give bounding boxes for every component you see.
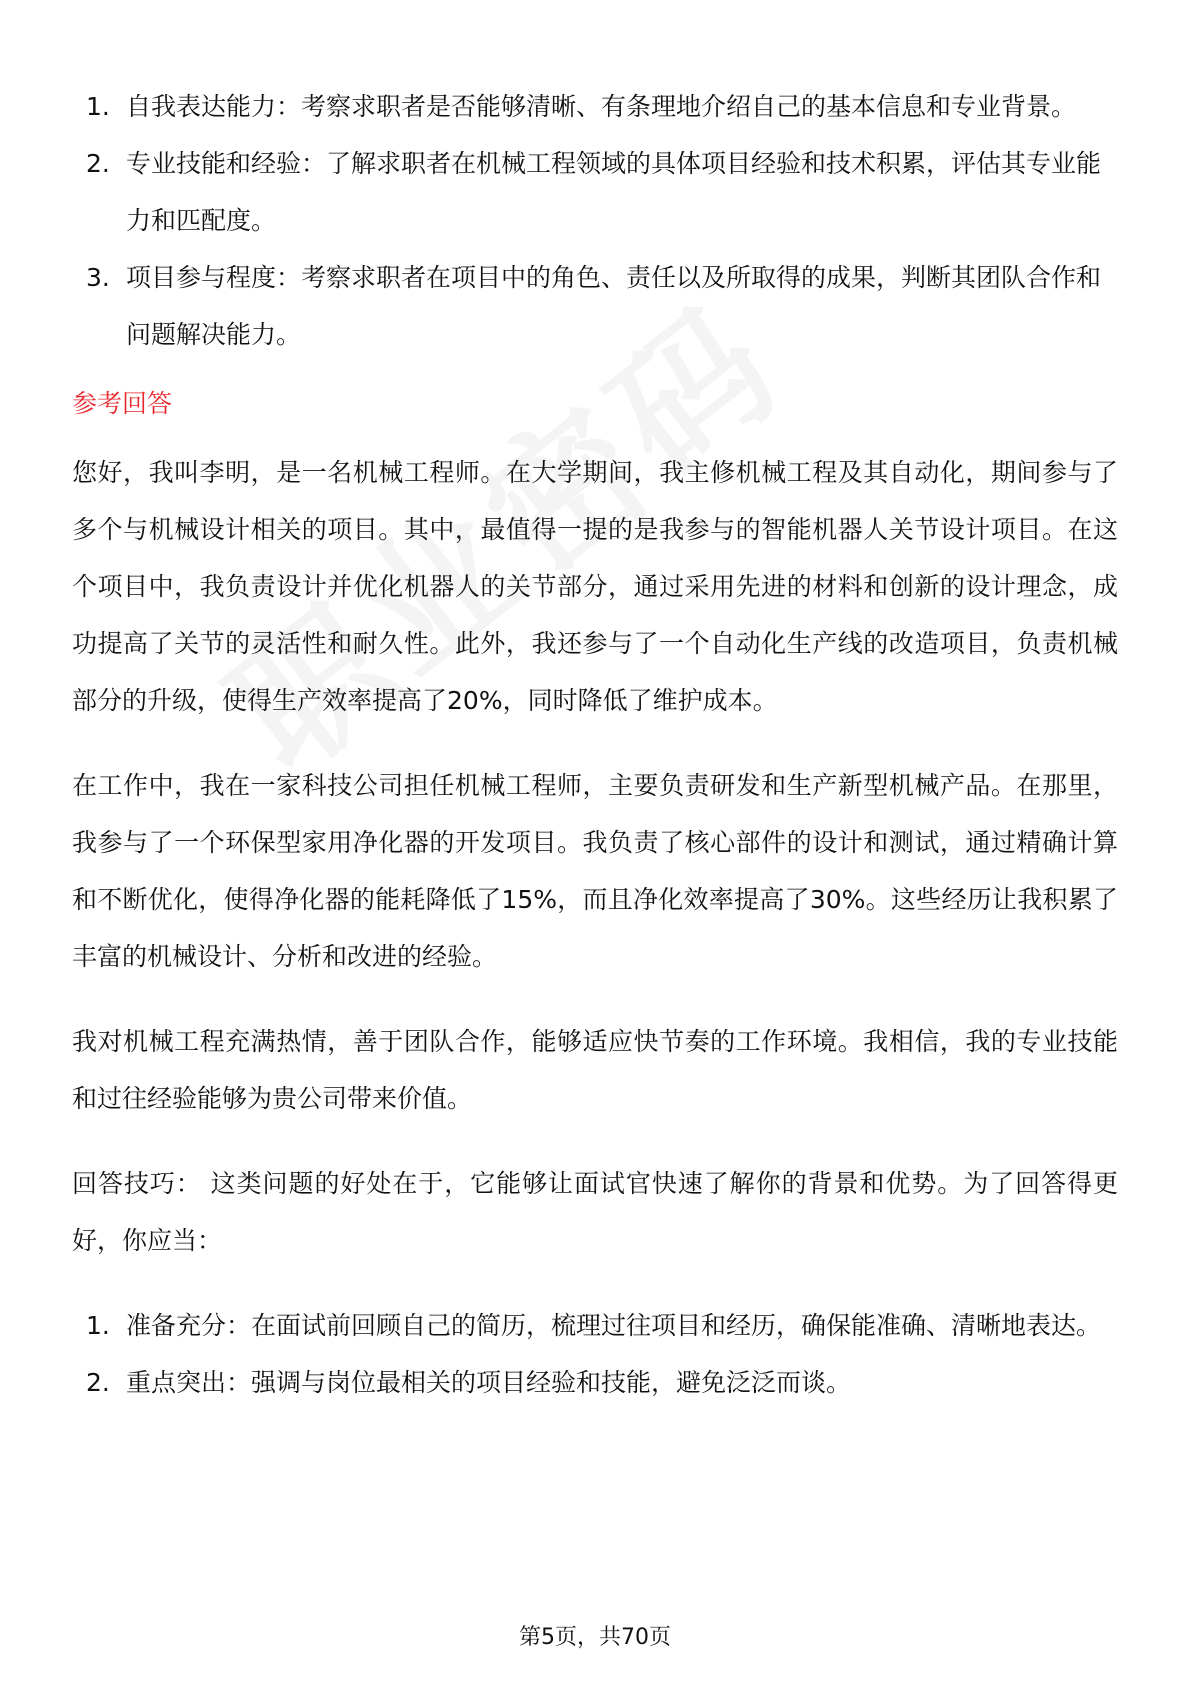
list-item-text: 专业技能和经验：了解求职者在机械工程领域的具体项目经验和技术积累，评估其专业能力和匹配度。 [126,149,1102,235]
list-item [72,135,1118,249]
list-item-text: 重点突出：强调与岗位最相关的项目经验和技能，避免泛泛而谈。 [126,1368,852,1397]
tips-list [72,1297,1118,1411]
section-heading: 参考回答 [72,389,173,418]
answer-paragraph: 您好，我叫李明，是一名机械工程师。在大学期间，我主修机械工程及其自动化，期间参与了多个与机械设计相关的项目。其中，最值得一提的是我参与的智能机器人关节设计项目。在这个项目中，我负责设计并优化机器人的关节部分，通过采用先进的材料和创新的设计理念，成功提高了关节的灵活性和耐久性。此外，我还参与了一个自动化生产线的改造项目，负责机械部分的升级，使得生产效率提高了20%，同时降低了维护成本。 [72,458,1118,715]
list-item-number: 2. [86,149,110,178]
page-content [72,78,1118,1411]
page-footer: 第5页，共70页 [519,1625,671,1650]
list-item [72,1297,1118,1354]
list-item-number: 1. [86,1311,110,1340]
answer-paragraph: 在工作中，我在一家科技公司担任机械工程师，主要负责研发和生产新型机械产品。在那里，我参与了一个环保型家用净化器的开发项目。我负责了核心部件的设计和测试，通过精确计算和不断优化，使得净化器的能耗降低了15%，而且净化效率提高了30%。这些经历让我积累了丰富的机械设计、分析和改进的经验。 [72,771,1118,971]
list-item-text: 项目参与程度：考察求职者在项目中的角色、责任以及所取得的成果，判断其团队合作和问题解决能力。 [126,263,1102,349]
list-item-text: 自我表达能力：考察求职者是否能够清晰、有条理地介绍自己的基本信息和专业背景。 [126,92,1077,121]
list-item [72,1354,1118,1411]
list-item-number: 3. [86,263,110,292]
answer-paragraph: 我对机械工程充满热情，善于团队合作，能够适应快节奏的工作环境。我相信，我的专业技能和过往经验能够为贵公司带来价值。 [72,1027,1118,1113]
list-item-text: 准备充分：在面试前回顾自己的简历，梳理过往项目和经历，确保能准确、清晰地表达。 [126,1311,1102,1340]
list-item [72,78,1118,135]
list-item-number: 2. [86,1368,110,1397]
evaluation-points-list [72,78,1118,363]
list-item [72,249,1118,363]
tips-paragraph: 回答技巧： 这类问题的好处在于，它能够让面试官快速了解你的背景和优势。为了回答得更好，你应当： [72,1169,1118,1255]
list-item-number: 1. [86,92,110,121]
